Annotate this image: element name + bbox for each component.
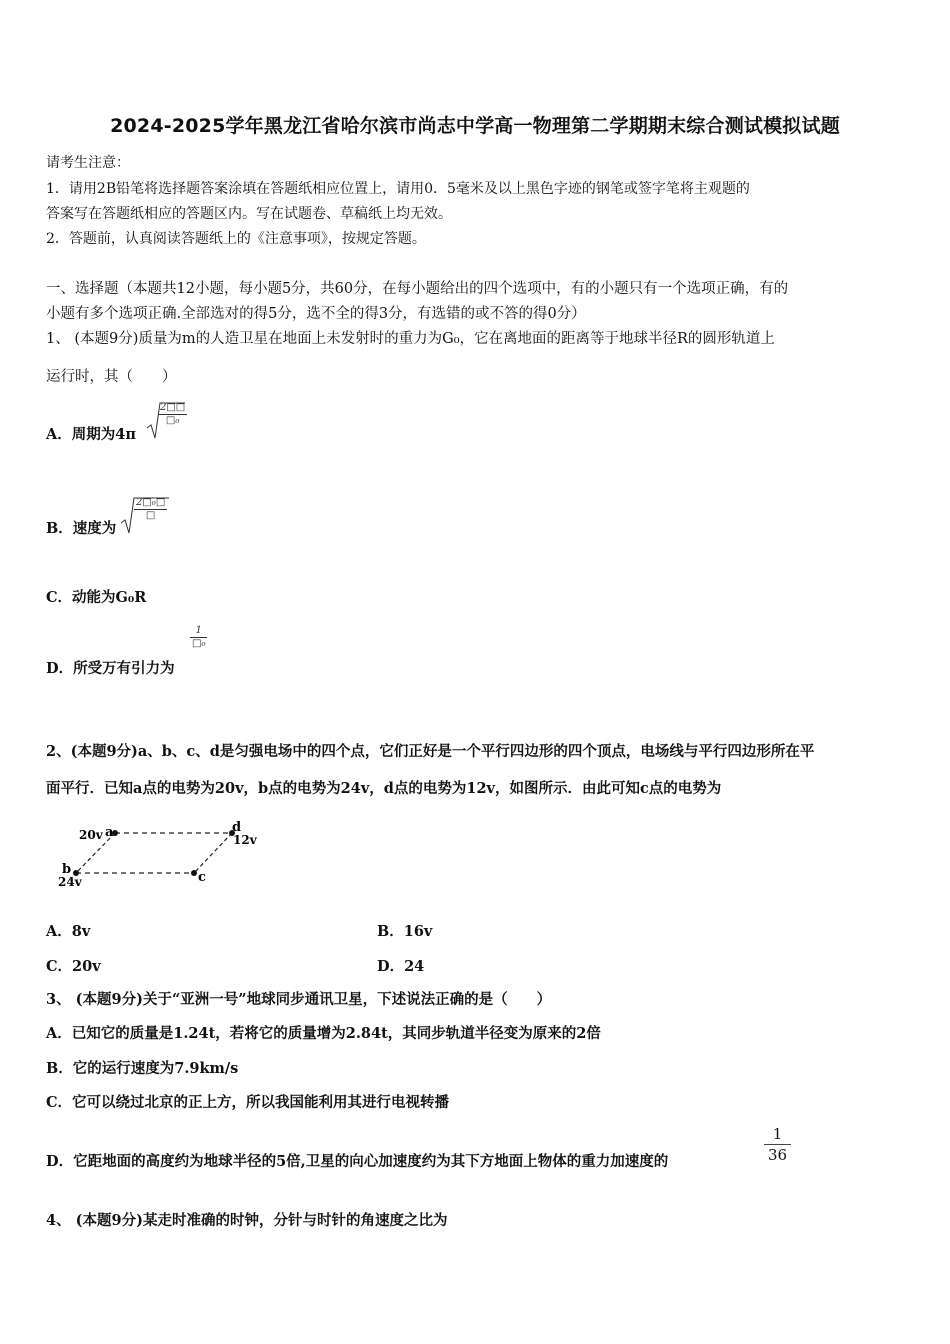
q2-edge-dc: [194, 833, 232, 873]
q1-option-a-denominator: □₀: [165, 415, 180, 426]
q2-label-b-value: 24v: [58, 875, 82, 889]
q4-stem: 4、 (本题9分)某走时准确的时钟，分针与时针的角速度之比为: [46, 1212, 448, 1229]
q2-option-c: C．20v: [46, 958, 101, 975]
q2-label-a-value: 20v: [79, 828, 103, 842]
q1-option-d-numerator: 1: [190, 625, 207, 638]
section-header-line-1: 一、选择题（本题共12小题，每小题5分，共60分，在每小题给出的四个选项中，有的小题只有一个选项正确，有的: [46, 281, 789, 297]
q2-label-a: a: [105, 825, 114, 840]
q2-label-d: d: [232, 820, 242, 835]
q2-option-a: A．8v: [46, 923, 91, 940]
q1-option-c: C．动能为G₀R: [46, 589, 147, 606]
q1-option-b-denominator: □: [145, 510, 156, 521]
notice-line-1a: 1．请用2B铅笔将选择题答案涂填在答题纸相应位置上，请用0．5毫米及以上黑色字迹的钢笔或签字笔将主观题的: [46, 181, 750, 197]
q3-option-d: D．它距地面的高度约为地球半径的5倍,卫星的向心加速度约为其下方地面上物体的重力加速度的: [46, 1153, 669, 1170]
q1-option-d: D．所受万有引力为: [46, 660, 175, 677]
q2-stem-line-2: 面平行．已知a点的电势为20v，b点的电势为24v，d点的电势为12v，如图所示．由此可知c点的电势为: [46, 780, 722, 797]
q1-option-a-label: A．周期为4π: [46, 426, 136, 443]
q3-stem: 3、 (本题9分)关于“亚洲一号”地球同步通讯卫星，下述说法正确的是（ ）: [46, 991, 552, 1008]
q3-fraction-numerator: 1: [764, 1124, 791, 1145]
q1-option-d-fraction: [190, 625, 207, 650]
q1-stem-line-1: 1、 (本题9分)质量为m的人造卫星在地面上未发射时的重力为G₀，它在离地面的距离等于地球半径R的圆形轨道上: [46, 331, 775, 347]
notice-line-2: 2．答题前，认真阅读答题纸上的《注意事项》，按规定答题。: [46, 231, 426, 247]
q2-stem-line-1: 2、(本题9分)a、b、c、d是匀强电场中的四个点，它们正好是一个平行四边形的四个顶点，电场线与平行四边形所在平: [46, 743, 815, 760]
q2-parallelogram-figure: [52, 818, 272, 893]
q1-stem-line-2: 运行时，其（ ）: [46, 369, 177, 385]
notice-line-1b: 答案写在答题纸相应的答题区内。写在试题卷、草稿纸上均无效。: [46, 206, 452, 222]
q3-option-d-fraction: [764, 1124, 791, 1165]
q1-option-b-numerator: 2□₀□: [136, 497, 166, 508]
q2-label-b: b: [62, 862, 72, 877]
q1-option-b: [46, 517, 116, 538]
q2-option-b: B．16v: [377, 923, 433, 940]
q1-option-a: [46, 423, 136, 444]
section-header-line-2: 小题有多个选项正确.全部选对的得5分，选不全的得3分，有选错的或不答的得0分）: [46, 306, 586, 322]
q1-option-b-fraction: [134, 497, 167, 522]
notice-heading: 请考生注意：: [46, 155, 130, 171]
q3-option-c: C．它可以绕过北京的正上方，所以我国能利用其进行电视转播: [46, 1094, 450, 1111]
q1-option-b-label: B．速度为: [46, 520, 117, 537]
q3-option-b: B．它的运行速度为7.9km/s: [46, 1060, 239, 1077]
q2-label-d-value: 12v: [233, 833, 257, 847]
q3-option-a: A．已知它的质量是1.24t，若将它的质量增为2.84t，其同步轨道半径变为原来的2倍: [46, 1025, 601, 1042]
q2-point-c: [191, 870, 197, 876]
q3-fraction-denominator: 36: [768, 1146, 788, 1164]
q1-option-d-denominator: □₀: [192, 638, 206, 649]
q2-label-c: c: [198, 870, 206, 885]
page-title: 2024-2025学年黑龙江省哈尔滨市尚志中学高一物理第二学期期末综合测试模拟试题: [110, 115, 840, 137]
q2-option-d: D．24: [377, 958, 425, 975]
q1-option-a-numerator: 2□□: [160, 402, 186, 413]
q1-option-a-fraction: [158, 402, 187, 427]
